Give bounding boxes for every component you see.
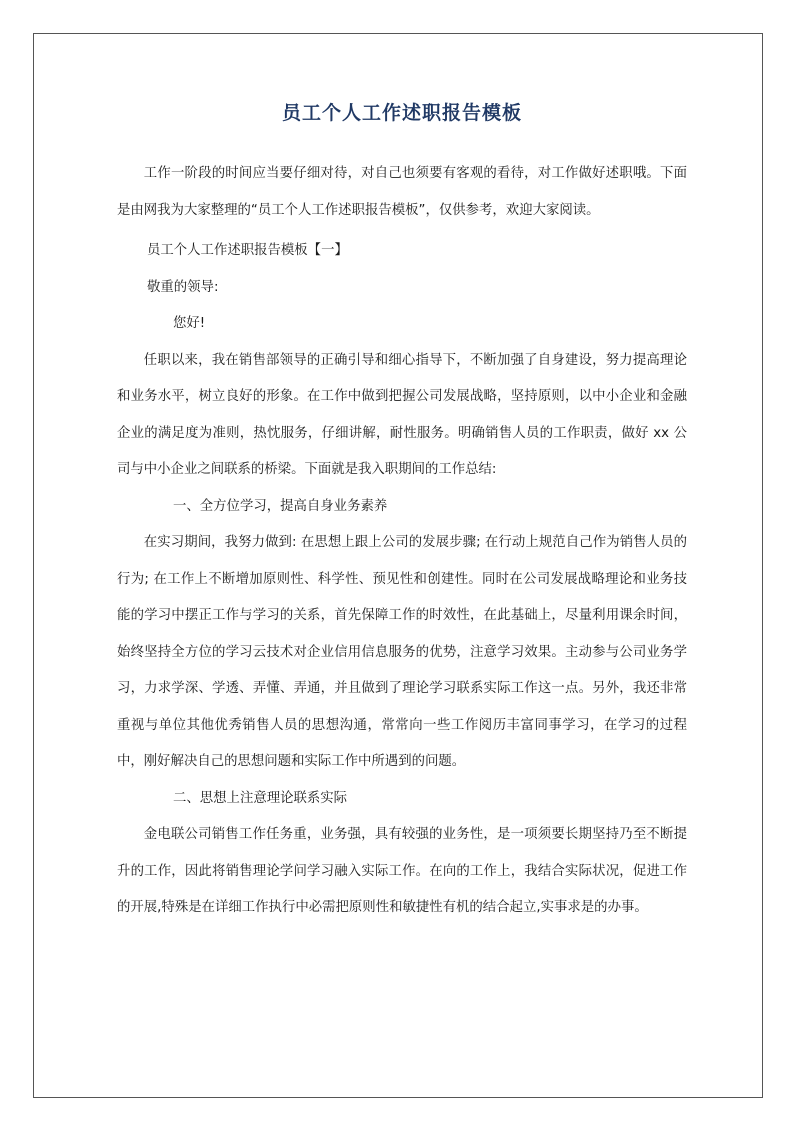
heading-1: 一、全方位学习，提高自身业务素养 xyxy=(173,498,388,514)
body-paragraph-3: 金电联公司销售工作任务重，业务强，具有较强的业务性，是一项须要长期坚持乃至不断提升的工作，因此将销售理论学问学习融入实际工作。在向的工作上，我结合实际状况，促进工作的开展,特殊是在详细工作执行中必需把原则性和敏捷性有机的结合起立,实事求是的办事。 xyxy=(117,827,687,915)
document-title: 员工个人工作述职报告模板 xyxy=(281,102,522,124)
greeting: 您好! xyxy=(173,316,206,331)
salutation: 敬重的领导: xyxy=(147,279,219,295)
heading-2: 二、思想上注意理论联系实际 xyxy=(173,790,348,806)
document-body xyxy=(117,100,687,927)
body-paragraph-1: 任职以来，我在销售部领导的正确引导和细心指导下，不断加强了自身建设，努力提高理论和业务水平，树立良好的形象。在工作中做到把握公司发展战略，坚持原则，以中小企业和金融企业的满足度为准则，热忱服务，仔细讲解，耐性服务。明确销售人员的工作职责，做好 xx 公司与中小企业之间联系的桥梁。下面就是我入职期间的工作总结: xyxy=(117,352,687,477)
section-heading: 员工个人工作述职报告模板【一】 xyxy=(147,243,348,258)
intro-paragraph: 工作一阶段的时间应当要仔细对待，对自己也须要有客观的看待，对工作做好述职哦。下面是由网我为大家整理的“员工个人工作述职报告模板”，仅供参考，欢迎大家阅读。 xyxy=(117,166,687,218)
body-paragraph-2: 在实习期间，我努力做到: 在思想上跟上公司的发展步骤; 在行动上规范自己作为销售人员的行为; 在工作上不断增加原则性、科学性、预见性和创建性。同时在公司发展战略理论和业务技能的学习中摆正工作与学习的关系，首先保障工作的时效性，在此基础上，尽量利用课余时间，始终坚持全方位的学习云技术对企业信用信息服务的优势，注意学习效果。主动参与公司业务学习，力求学深、学透、弄懂、弄通，并且做到了理论学习联系实际工作这一点。另外，我还非常重视与单位其他优秀销售人员的思想沟通，常常向一些工作阅历丰富同事学习，在学习的过程中，刚好解决自己的思想问题和实际工作中所遇到的问题。 xyxy=(117,535,687,769)
